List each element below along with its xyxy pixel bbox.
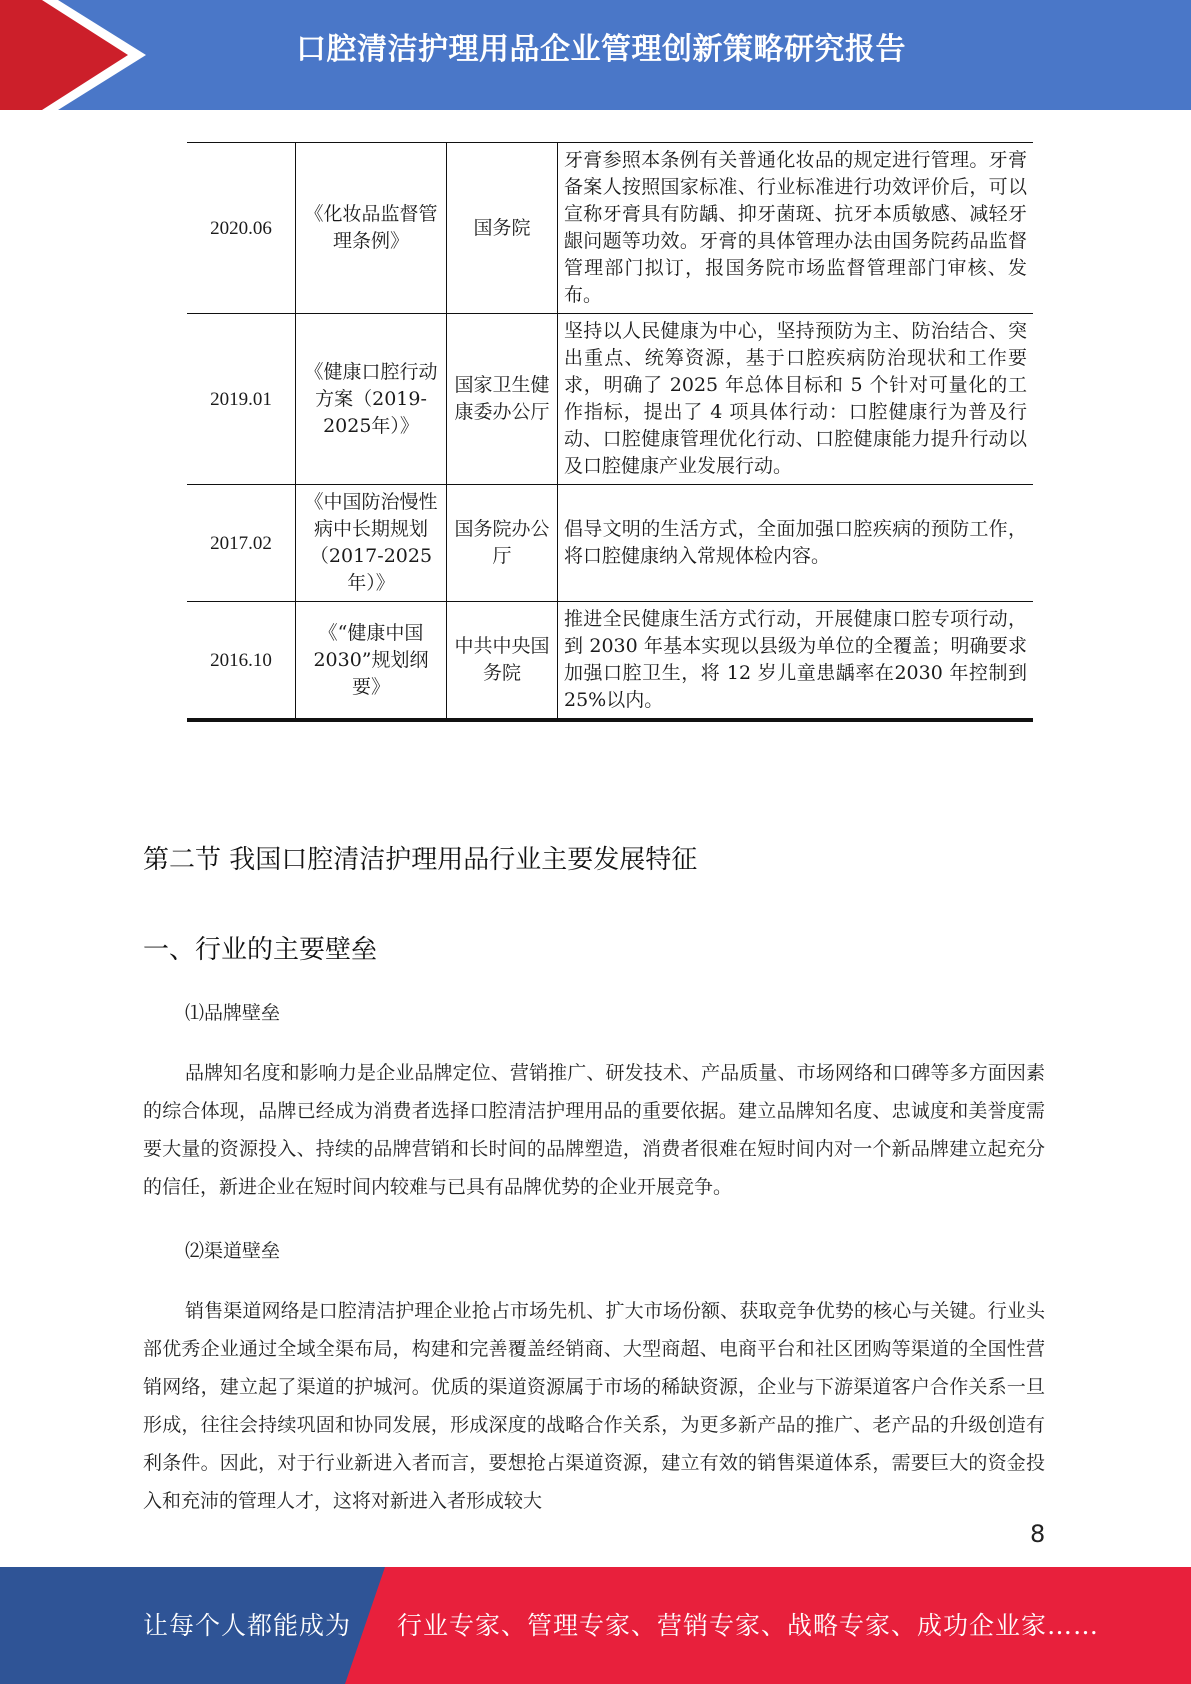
table-row [187, 143, 1033, 314]
policy-name: 《化妆品监督管理条例》 [296, 143, 447, 314]
policy-content: 推进全民健康生活方式行动，开展健康口腔专项行动，到 2030 年基本实现以县级为单位的全覆盖；明确要求加强口腔卫生，将 12 岁儿童患龋率在2030 年控制到 25%以内。 [558, 602, 1034, 721]
policy-department: 国家卫生健康委办公厅 [447, 314, 558, 485]
table-row [187, 602, 1033, 721]
item-heading-channel: ⑵渠道壁垒 [185, 1240, 281, 1262]
policy-date: 2019.01 [187, 314, 296, 485]
policy-department: 中共中央国务院 [447, 602, 558, 721]
footer-slogan-right: 行业专家、管理专家、营销专家、战略专家、成功企业家…… [397, 1611, 1100, 1640]
paragraph-channel-barrier: 销售渠道网络是口腔清洁护理企业抢占市场先机、扩大市场份额、获取竞争优势的核心与关键。行业头部优秀企业通过全域全渠布局，构建和完善覆盖经销商、大型商超、电商平台和社区团购等渠道的全国性营销网络，建立起了渠道的护城河。优质的渠道资源属于市场的稀缺资源，企业与下游渠道客户合作关系一旦形成，往往会持续巩固和协同发展，形成深度的战略合作关系，为更多新产品的推广、老产品的升级创造有利条件。因此，对于行业新进入者而言，要想抢占渠道资源，建立有效的销售渠道体系，需要巨大的资金投入和充沛的管理人才，这将对新进入者形成较大 [143, 1300, 1045, 1512]
policy-department: 国务院 [447, 143, 558, 314]
section-title: 第二节 我国口腔清洁护理用品行业主要发展特征 [143, 845, 698, 875]
paragraph-brand-barrier: 品牌知名度和影响力是企业品牌定位、营销推广、研发技术、产品质量、市场网络和口碑等多方面因素的综合体现，品牌已经成为消费者选择口腔清洁护理用品的重要依据。建立品牌知名度、忠诚度和美誉度需要大量的资源投入、持续的品牌营销和长时间的品牌塑造，消费者很难在短时间内对一个新品牌建立起充分的信任，新进企业在短时间内较难与已具有品牌优势的企业开展竞争。 [143, 1062, 1045, 1198]
policy-date: 2017.02 [187, 485, 296, 602]
report-title: 口腔清洁护理用品企业管理创新策略研究报告 [296, 32, 906, 67]
policy-date: 2020.06 [187, 143, 296, 314]
footer-slogan-left: 让每个人都能成为 [143, 1611, 352, 1640]
policy-department: 国务院办公厅 [447, 485, 558, 602]
table-row [187, 314, 1033, 485]
policy-content: 坚持以人民健康为中心，坚持预防为主、防治结合、突出重点、统筹资源，基于口腔疾病防治现状和工作要求，明确了 2025 年总体目标和 5 个针对可量化的工作指标，提出了 4 项具体行动：口腔健康行为普及行动、口腔健康管理优化行动、口腔健康能力提升行动以及口腔健康产业发展行动。 [558, 314, 1034, 485]
policy-name: 《“健康中国2030”规划纲要》 [296, 602, 447, 721]
policy-date: 2016.10 [187, 602, 296, 721]
table-row [187, 485, 1033, 602]
policy-name: 《健康口腔行动方案（2019-2025年）》 [296, 314, 447, 485]
item-heading-brand: ⑴品牌壁垒 [185, 1002, 281, 1024]
page-footer [0, 1567, 1191, 1684]
policy-content: 牙膏参照本条例有关普通化妆品的规定进行管理。牙膏备案人按照国家标准、行业标准进行功效评价后，可以宣称牙膏具有防龋、抑牙菌斑、抗牙本质敏感、减轻牙龈问题等功效。牙膏的具体管理办法由国务院药品监督管理部门拟订，报国务院市场监督管理部门审核、发布。 [558, 143, 1034, 314]
policy-content: 倡导文明的生活方式，全面加强口腔疾病的预防工作，将口腔健康纳入常规体检内容。 [558, 485, 1034, 602]
policy-table [187, 142, 1033, 722]
policy-name: 《中国防治慢性病中长期规划（2017-2025年）》 [296, 485, 447, 602]
subsection-title: 一、行业的主要壁垒 [143, 935, 378, 965]
page-number: 8 [1030, 1520, 1046, 1548]
page-header [0, 0, 1191, 110]
red-chevron-decoration [0, 0, 160, 110]
